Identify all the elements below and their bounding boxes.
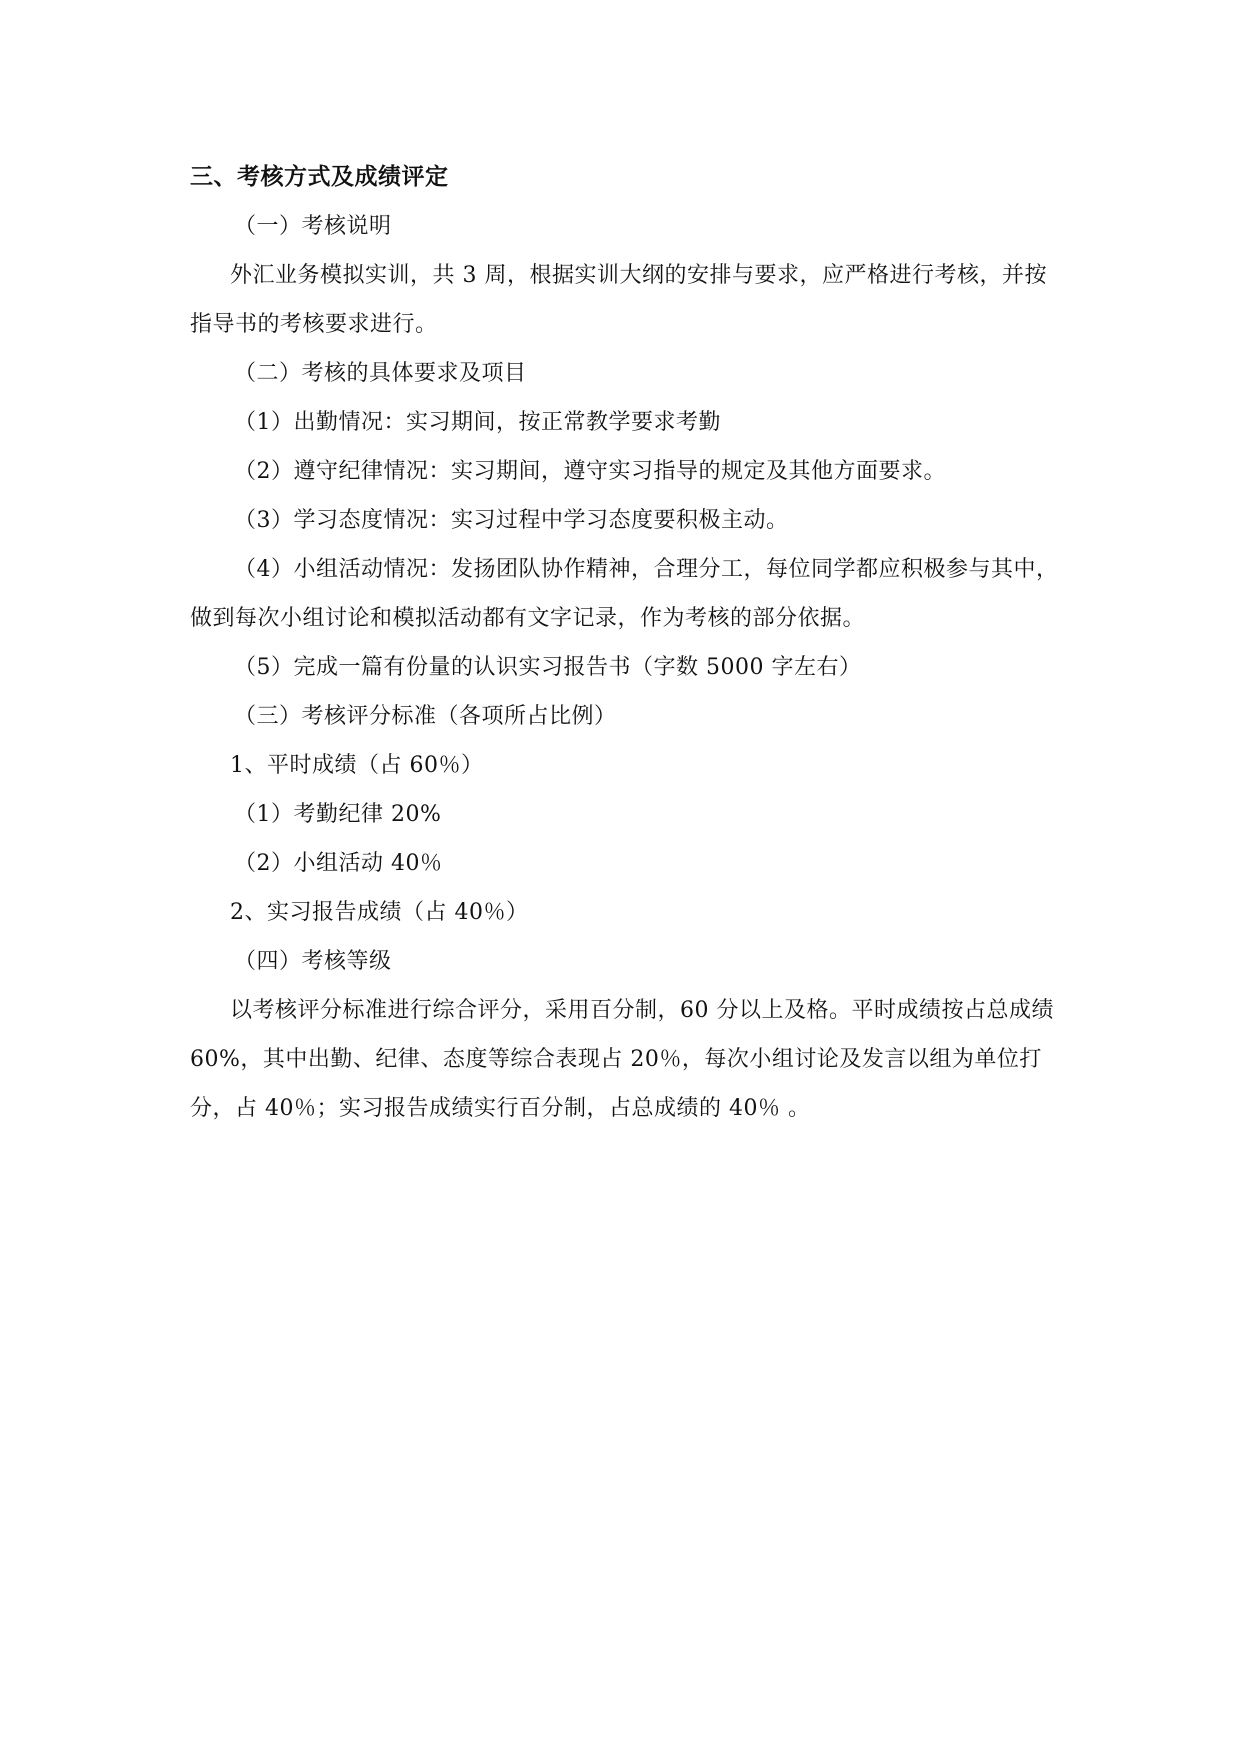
requirement-item-discipline: （2）遵守纪律情况：实习期间，遵守实习指导的规定及其他方面要求。: [234, 459, 946, 484]
section-heading: 三、考核方式及成绩评定: [190, 164, 449, 190]
grade-levels-paragraph: 以考核评分标准进行综合评分，采用百分制，60 分以上及格。平时成绩按占总成绩 60%，其中出勤、纪律、态度等综合表现占 20％，每次小组讨论及发言以组为单位打分，占 40％；实习报告成绩实行百分制，占总成绩的 40％ 。: [190, 998, 1054, 1121]
subsection-title-scoring-standard: （三）考核评分标准（各项所占比例）: [234, 704, 617, 729]
score-report: 2、实习报告成绩（占 40％）: [230, 900, 529, 925]
document-body: [190, 153, 1060, 1133]
requirement-item-report: （5）完成一篇有份量的认识实习报告书（字数 5000 字左右）: [234, 655, 862, 680]
score-regular-performance: 1、平时成绩（占 60％）: [230, 753, 484, 778]
subsection-title-requirements: （二）考核的具体要求及项目: [234, 361, 527, 386]
requirement-item-attendance: （1）出勤情况：实习期间，按正常教学要求考勤: [234, 410, 721, 435]
score-item-group-activity: （2）小组活动 40％: [234, 851, 443, 876]
score-item-attendance: （1）考勤纪律 20%: [234, 802, 442, 827]
assessment-description-paragraph: 外汇业务模拟实训，共 3 周，根据实训大纲的安排与要求，应严格进行考核，并按指导书的考核要求进行。: [190, 263, 1047, 337]
requirement-item-attitude: （3）学习态度情况：实习过程中学习态度要积极主动。: [234, 508, 789, 533]
requirement-item-group-activity: （4）小组活动情况：发扬团队协作精神，合理分工，每位同学都应积极参与其中，做到每次小组讨论和模拟活动都有文字记录，作为考核的部分依据。: [190, 557, 1059, 631]
subsection-title-assessment-description: （一）考核说明: [234, 214, 392, 239]
subsection-title-grade-levels: （四）考核等级: [234, 949, 392, 974]
